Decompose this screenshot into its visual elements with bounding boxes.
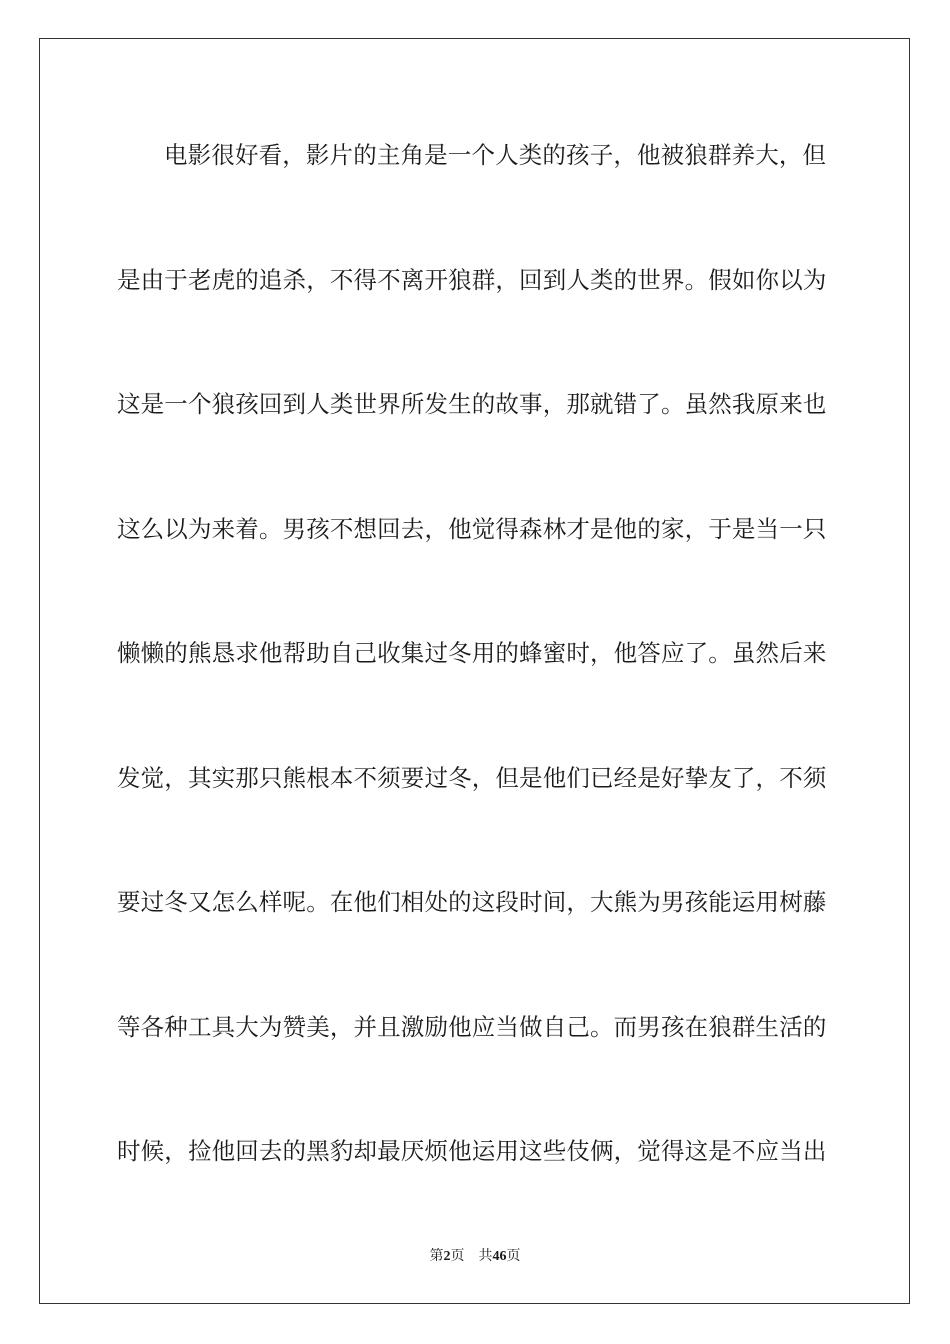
text-line-5: 懒懒的熊恳求他帮助自己收集过冬用的蜂蜜时，他答应了。虽然后来 bbox=[117, 639, 827, 667]
total-suffix: 页 bbox=[506, 1248, 521, 1264]
total-pages: 46 bbox=[492, 1249, 507, 1264]
text-line-2: 是由于老虎的追杀，不得不离开狼群，回到人类的世界。假如你以为 bbox=[117, 265, 827, 294]
page-prefix: 第 bbox=[429, 1248, 444, 1264]
page-footer bbox=[0, 1246, 950, 1267]
text-line-7: 要过冬又怎么样呢。在他们相处的这段时间，大熊为男孩能运用树藤 bbox=[117, 888, 827, 916]
body-text bbox=[117, 124, 831, 1245]
page-number: 2 bbox=[443, 1249, 451, 1264]
text-line-6: 发觉，其实那只熊根本不须要过冬，但是他们已经是好挚友了，不须 bbox=[117, 763, 827, 792]
text-line-1: 电影很好看，影片的主角是一个人类的孩子，他被狼群养大，但 bbox=[164, 141, 827, 169]
text-line-4: 这么以为来着。男孩不想回去，他觉得森林才是他的家，于是当一只 bbox=[117, 514, 827, 543]
text-line-9: 时候，捡他回去的黑豹却最厌烦他运用这些伎俩，觉得这是不应当出 bbox=[117, 1137, 827, 1165]
text-line-8: 等各种工具大为赞美，并且激励他应当做自己。而男孩在狼群生活的 bbox=[117, 1012, 827, 1041]
text-line-3: 这是一个狼孩回到人类世界所发生的故事，那就错了。虽然我原来也 bbox=[117, 390, 827, 418]
page-suffix: 页 bbox=[450, 1248, 465, 1264]
total-prefix: 共 bbox=[478, 1248, 493, 1264]
